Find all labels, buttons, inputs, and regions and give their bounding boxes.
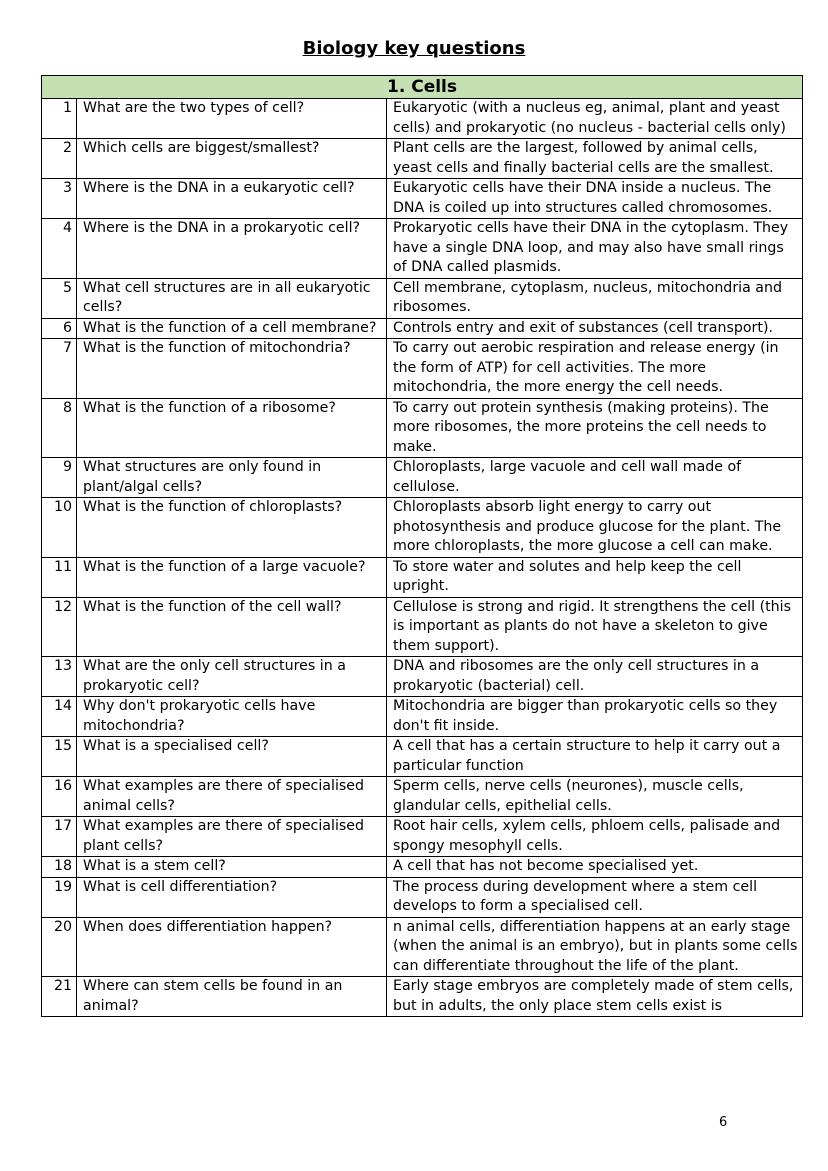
page-number: 6 <box>719 1115 728 1130</box>
row-number: 21 <box>42 977 77 1017</box>
row-number: 6 <box>42 318 77 339</box>
question-cell: What examples are there of specialised animal cells? <box>77 777 387 817</box>
row-number: 18 <box>42 857 77 878</box>
answer-cell: Controls entry and exit of substances (cell transport). <box>387 318 803 339</box>
row-number: 10 <box>42 498 77 558</box>
answer-cell: Chloroplasts absorb light energy to carry out photosynthesis and produce glucose for the plant. The more chloroplasts, the more glucose a cell can make. <box>387 498 803 558</box>
table-row <box>42 498 803 558</box>
table-row <box>42 817 803 857</box>
table-row <box>42 398 803 458</box>
answer-cell: n animal cells, differentiation happens at an early stage (when the animal is an embryo), but in plants some cells can differentiate throughout the life of the plant. <box>387 917 803 977</box>
row-number: 5 <box>42 278 77 318</box>
answer-cell: Eukaryotic cells have their DNA inside a nucleus. The DNA is coiled up into structures called chromosomes. <box>387 179 803 219</box>
answer-cell: To carry out protein synthesis (making proteins). The more ribosomes, the more proteins the cell needs to make. <box>387 398 803 458</box>
answer-cell: Mitochondria are bigger than prokaryotic cells so they don't fit inside. <box>387 697 803 737</box>
table-row <box>42 557 803 597</box>
answer-cell: Chloroplasts, large vacuole and cell wall made of cellulose. <box>387 458 803 498</box>
section-title: 1. Cells <box>42 76 803 99</box>
table-row <box>42 99 803 139</box>
row-number: 19 <box>42 877 77 917</box>
answer-cell: To store water and solutes and help keep the cell upright. <box>387 557 803 597</box>
row-number: 11 <box>42 557 77 597</box>
question-cell: What cell structures are in all eukaryotic cells? <box>77 278 387 318</box>
table-row <box>42 737 803 777</box>
table-row <box>42 458 803 498</box>
table-row <box>42 179 803 219</box>
table-row <box>42 318 803 339</box>
answer-cell: Early stage embryos are completely made of stem cells, but in adults, the only place stem cells exist is <box>387 977 803 1017</box>
row-number: 4 <box>42 219 77 279</box>
answer-cell: A cell that has not become specialised yet. <box>387 857 803 878</box>
question-cell: What is a specialised cell? <box>77 737 387 777</box>
questions-table <box>41 75 803 1017</box>
row-number: 13 <box>42 657 77 697</box>
question-cell: What are the two types of cell? <box>77 99 387 139</box>
row-number: 12 <box>42 597 77 657</box>
question-cell: What is the function of mitochondria? <box>77 339 387 399</box>
table-row <box>42 777 803 817</box>
table-row <box>42 877 803 917</box>
table-row <box>42 339 803 399</box>
table-row <box>42 697 803 737</box>
question-cell: What examples are there of specialised plant cells? <box>77 817 387 857</box>
question-cell: Where can stem cells be found in an animal? <box>77 977 387 1017</box>
answer-cell: Eukaryotic (with a nucleus eg, animal, plant and yeast cells) and prokaryotic (no nucleus - bacterial cells only) <box>387 99 803 139</box>
question-cell: Why don't prokaryotic cells have mitochondria? <box>77 697 387 737</box>
table-row <box>42 278 803 318</box>
document-title: Biology key questions <box>302 38 526 59</box>
answer-cell: The process during development where a stem cell develops to form a specialised cell. <box>387 877 803 917</box>
table-row <box>42 139 803 179</box>
question-cell: Which cells are biggest/smallest? <box>77 139 387 179</box>
row-number: 14 <box>42 697 77 737</box>
question-cell: What is the function of a large vacuole? <box>77 557 387 597</box>
table-row <box>42 597 803 657</box>
answer-cell: Prokaryotic cells have their DNA in the cytoplasm. They have a single DNA loop, and may also have small rings of DNA called plasmids. <box>387 219 803 279</box>
row-number: 15 <box>42 737 77 777</box>
table-row <box>42 857 803 878</box>
question-cell: When does differentiation happen? <box>77 917 387 977</box>
question-cell: What structures are only found in plant/algal cells? <box>77 458 387 498</box>
question-cell: What is the function of the cell wall? <box>77 597 387 657</box>
row-number: 9 <box>42 458 77 498</box>
table-row <box>42 917 803 977</box>
row-number: 20 <box>42 917 77 977</box>
answer-cell: Root hair cells, xylem cells, phloem cells, palisade and spongy mesophyll cells. <box>387 817 803 857</box>
question-cell: What is the function of a cell membrane? <box>77 318 387 339</box>
answer-cell: To carry out aerobic respiration and release energy (in the form of ATP) for cell activities. The more mitochondria, the more energy the cell needs. <box>387 339 803 399</box>
question-cell: What is the function of a ribosome? <box>77 398 387 458</box>
row-number: 17 <box>42 817 77 857</box>
row-number: 8 <box>42 398 77 458</box>
question-cell: Where is the DNA in a prokaryotic cell? <box>77 219 387 279</box>
table-row <box>42 219 803 279</box>
answer-cell: Cell membrane, cytoplasm, nucleus, mitochondria and ribosomes. <box>387 278 803 318</box>
row-number: 16 <box>42 777 77 817</box>
question-cell: What is a stem cell? <box>77 857 387 878</box>
answer-cell: Cellulose is strong and rigid. It strengthens the cell (this is important as plants do not have a skeleton to give them support). <box>387 597 803 657</box>
answer-cell: DNA and ribosomes are the only cell structures in a prokaryotic (bacterial) cell. <box>387 657 803 697</box>
row-number: 2 <box>42 139 77 179</box>
section-header-row <box>42 76 803 99</box>
row-number: 3 <box>42 179 77 219</box>
question-cell: Where is the DNA in a eukaryotic cell? <box>77 179 387 219</box>
row-number: 7 <box>42 339 77 399</box>
table-row <box>42 657 803 697</box>
question-cell: What is the function of chloroplasts? <box>77 498 387 558</box>
question-cell: What is cell differentiation? <box>77 877 387 917</box>
question-cell: What are the only cell structures in a prokaryotic cell? <box>77 657 387 697</box>
table-body <box>42 99 803 1017</box>
answer-cell: A cell that has a certain structure to help it carry out a particular function <box>387 737 803 777</box>
answer-cell: Sperm cells, nerve cells (neurones), muscle cells, glandular cells, epithelial cells. <box>387 777 803 817</box>
table-row <box>42 977 803 1017</box>
answer-cell: Plant cells are the largest, followed by animal cells, yeast cells and finally bacterial cells are the smallest. <box>387 139 803 179</box>
row-number: 1 <box>42 99 77 139</box>
